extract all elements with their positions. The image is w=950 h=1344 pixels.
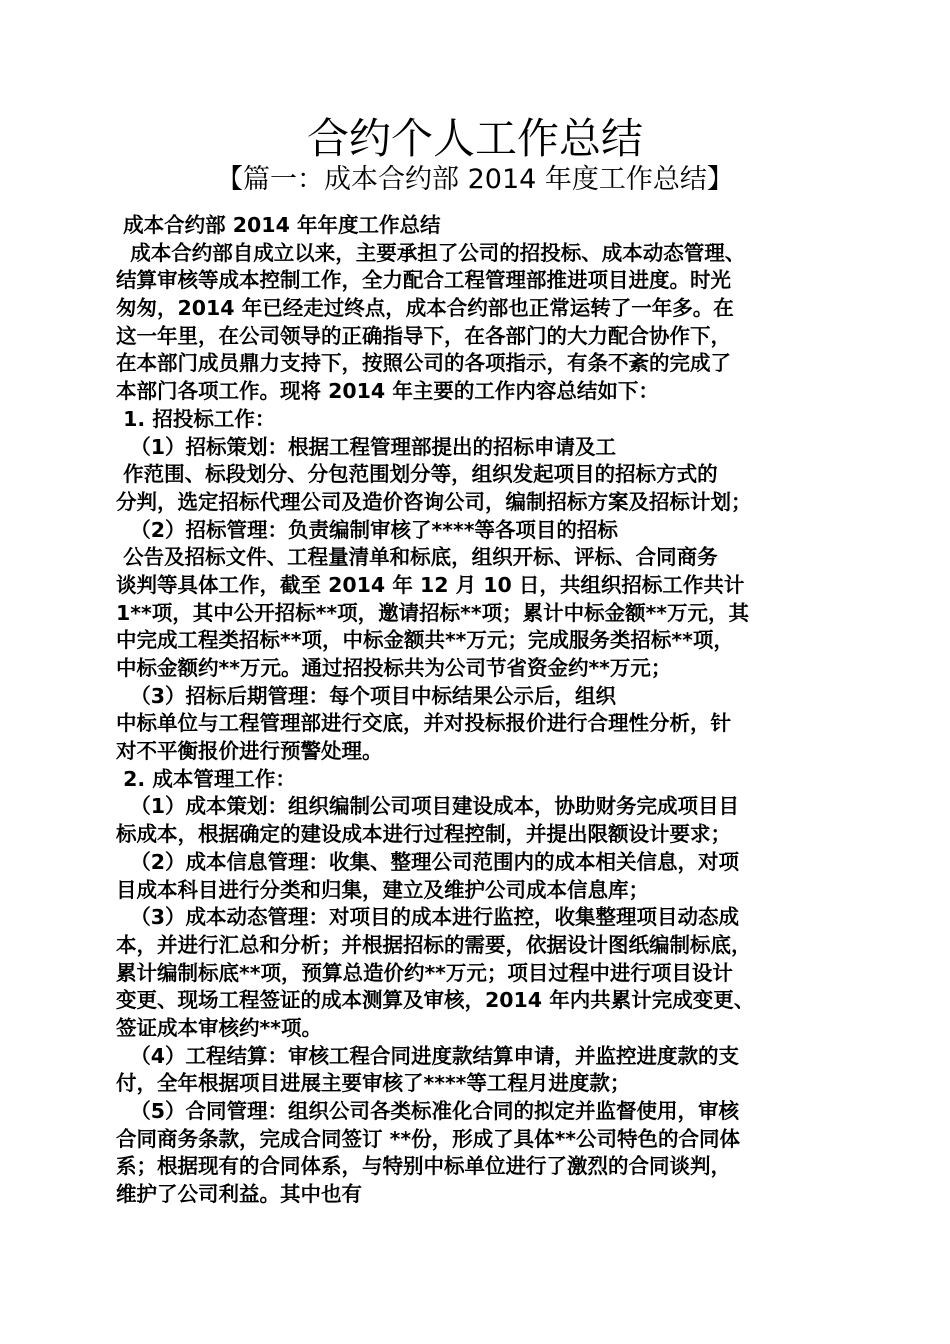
text-line: 谈判等具体工作，截至 2014 年 12 月 10 日，共组织招标工作共计 [116,572,745,597]
text-line: 目成本科目进行分类和归集，建立及维护公司成本信息库； [116,877,649,902]
text-line: 系；根据现有的合同体系，与特别中标单位进行了激烈的合同谈判， [116,1154,731,1179]
text-line: 结算审核等成本控制工作，全力配合工程管理部推进项目进度。时光 [116,268,731,293]
text-line: 这一年里，在公司领导的正确指导下，在各部门的大力配合协作下， [116,323,731,348]
text-line: 作范围、标段划分、分包范围划分等，组织发起项目的招标方式的 [116,462,718,487]
text-line: 分判，选定招标代理公司及造价咨询公司，编制招标方案及招标计划； [116,489,752,514]
text-line: （2）成本信息管理：收集、整理公司范围内的成本相关信息，对项 [116,849,740,874]
text-line: 在本部门成员鼎力支持下，按照公司的各项指示，有条不紊的完成了 [116,351,731,376]
text-line: 中标单位与工程管理部进行交底，并对投标报价进行合理性分析，针 [116,711,731,736]
text-line: （1）招标策划：根据工程管理部提出的招标申请及工 [116,434,617,459]
text-line: 标成本，根据确定的建设成本进行过程控制，并提出限额设计要求； [116,822,731,847]
text-line: 对不平衡报价进行预警处理。 [116,739,383,764]
text-line: 成本合约部 2014 年年度工作总结 [116,213,441,237]
document-body [116,212,852,1209]
text-line: 匆匆，2014 年已经走过终点，成本合约部也正常运转了一年多。在 [116,296,734,321]
text-line: 公告及招标文件、工程量清单和标底，组织开标、评标、合同商务 [116,545,718,570]
text-line: （3）成本动态管理：对项目的成本进行监控，收集整理项目动态成 [116,905,740,930]
text-line: 合同商务条款，完成合同签订 **份，形成了具体**公司特色的合同体 [116,1126,741,1151]
text-line: 2. 成本管理工作： [116,766,296,791]
text-line: （5）合同管理：组织公司各类标准化合同的拟定并监督使用，审核 [116,1099,740,1123]
text-line: 中完成工程类招标**项，中标金额共**万元；完成服务类招标**项， [116,628,734,653]
text-line: 中标金额约**万元。通过招投标共为公司节省资金约**万元； [116,656,672,680]
text-line: 1**项，其中公开招标**项，邀请招标**项；累计中标金额**万元，其 [116,600,750,625]
document-subtitle: 【篇一：成本合约部 2014 年度工作总结】 [216,164,734,195]
text-line: 变更、现场工程签证的成本测算及审核，2014 年内共累计完成变更、 [116,988,755,1013]
text-line: （1）成本策划：组织编制公司项目建设成本，协助财务完成项目目 [116,794,740,819]
text-line: 付，全年根据项目进展主要审核了****等工程月进度款； [116,1071,631,1096]
text-line: 本，并进行汇总和分析；并根据招标的需要，依据设计图纸编制标底， [116,932,752,957]
text-line: 1. 招投标工作： [116,406,276,431]
text-line: （4）工程结算：审核工程合同进度款结算申请，并监控进度款的支 [116,1043,740,1068]
text-line: （2）招标管理：负责编制审核了****等各项目的招标 [116,517,618,542]
text-line: 本部门各项工作。现将 2014 年主要的工作内容总结如下： [116,379,659,404]
text-line: 维护了公司利益。其中也有 [116,1182,362,1207]
text-line: （3）招标后期管理：每个项目中标结果公示后，组织 [116,683,617,708]
text-line: 成本合约部自成立以来，主要承担了公司的招投标、成本动态管理、 [116,240,746,265]
text-line: 签证成本审核约**项。 [116,1015,322,1040]
text-line: 累计编制标底**项，预算总造价约**万元；项目过程中进行项目设计 [116,960,733,985]
document-title: 合约个人工作总结 [306,114,643,163]
